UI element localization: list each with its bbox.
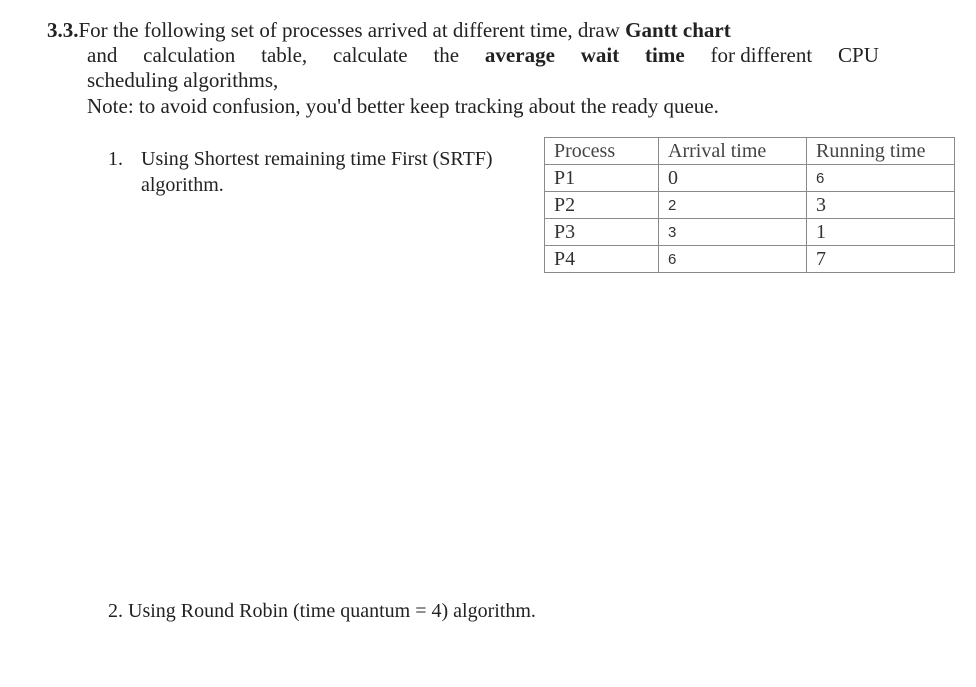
question-note: Note: to avoid confusion, you'd better keep tracking about the ready queue.: [87, 94, 719, 118]
table-row: [545, 165, 955, 192]
question-word: table,: [261, 43, 308, 67]
cell-arrival: 6: [659, 246, 807, 273]
question-word-bold: wait: [580, 43, 620, 67]
question-word: and: [87, 43, 118, 67]
cell-running: 6: [807, 165, 955, 192]
cell-running: 3: [807, 192, 955, 219]
question-word-bold: average: [484, 43, 555, 67]
question-number: 3.3.: [47, 18, 79, 42]
question-text-line1: For the following set of processes arrived at different time, draw: [78, 18, 626, 42]
process-table: [544, 137, 955, 273]
cell-arrival: 3: [659, 219, 807, 246]
cell-process: P1: [545, 165, 659, 192]
question-text-line3: scheduling algorithms,: [87, 68, 279, 92]
header-process: Process: [545, 138, 659, 165]
cell-running: 7: [807, 246, 955, 273]
question-word: calculate: [333, 43, 408, 67]
table-row: [545, 219, 955, 246]
table-row: [545, 246, 955, 273]
question-word-bold: time: [645, 43, 685, 67]
header-arrival-time: Arrival time: [659, 138, 807, 165]
table-row: [545, 192, 955, 219]
question-gantt-chart-term: Gantt chart: [625, 18, 731, 42]
cell-process: P2: [545, 192, 659, 219]
header-running-time: Running time: [807, 138, 955, 165]
part2-round-robin: 2. Using Round Robin (time quantum = 4) algorithm.: [108, 600, 536, 622]
cell-process: P4: [545, 246, 659, 273]
question-text-line2: [87, 43, 879, 68]
question-heading: [47, 18, 731, 43]
question-word: CPU: [838, 43, 879, 67]
part1-number: 1.: [108, 148, 123, 170]
cell-running: 1: [807, 219, 955, 246]
part1-line1: Using Shortest remaining time First (SRTF): [141, 148, 493, 170]
cell-process: P3: [545, 219, 659, 246]
cell-arrival: 2: [659, 192, 807, 219]
question-word: for different: [710, 43, 813, 67]
table-header-row: [545, 138, 955, 165]
part1-line2: algorithm.: [141, 174, 224, 196]
question-word: calculation: [143, 43, 236, 67]
question-word: the: [433, 43, 460, 67]
cell-arrival: 0: [659, 165, 807, 192]
